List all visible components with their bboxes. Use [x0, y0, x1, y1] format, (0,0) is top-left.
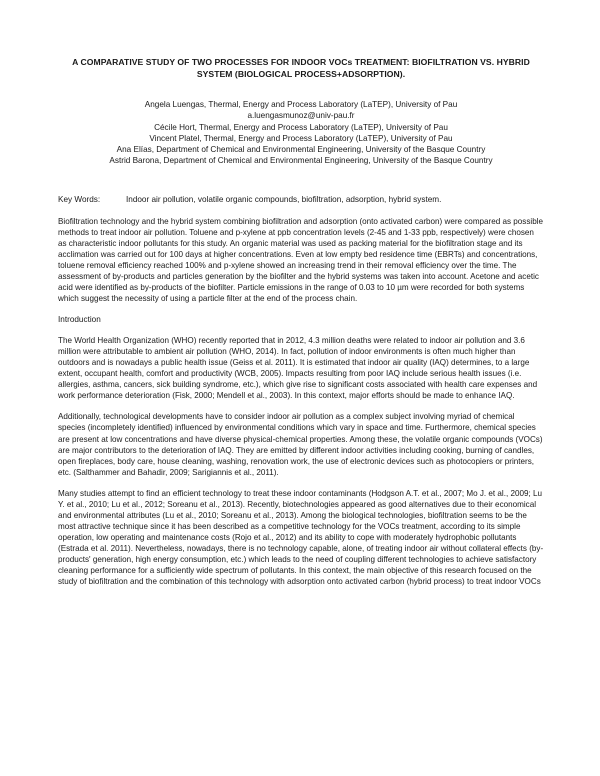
abstract: Biofiltration technology and the hybrid system combining biofiltration and adsorption (onto activated carbon) were compared as possible methods to treat indoor air pollution. Toluene and p-xylene at ppb concentration levels (2-45 and 1-33 ppb, respectively) were chosen as characteristic indoor pollutants for this study. An organic material was used as packing material for the biofiltration stage and its acclimation was carried out for 100 days at higher concentrations. Even at low empty bed residence time (EBRTs) and concentrations, toluene removal efficiency reached 100% and p-xylene showed an increasing trend in their removal efficiency over the time. The assessment of by-products and particles generation by the biofilter and the hybrid systems was taken into account. Acetone and acetic acid were identified as by-products of the biofilter. Particle emissions in the range of 0.03 to 10 µm were recorded for both systems which suggest the necessity of using a particle filter at the end of the process chain.	[58, 216, 543, 304]
paragraph: Additionally, technological developments have to consider indoor air pollution as a complex subject involving myriad of chemical species (incompletely identified) influenced by environmental conditions which vary in space and time. Furthermore, chemical species are present at low concentrations and have diverse physical-chemical properties. Among these, the volatile organic compounds (VOCs) are major contributors to the deterioration of IAQ. They are emitted by different indoor activities including cooking, burning of candles, open fireplaces, body care, house cleaning, washing, renovation work, the use of electronic devices such as photocopiers or printers, etc. (Salthammer and Bahadir, 2009; Sarigiannis et al., 2011).	[58, 412, 543, 477]
author-line: Angela Luengas, Thermal, Energy and Process Laboratory (LaTEP), University of Pau	[144, 100, 458, 109]
paragraph: The World Health Organization (WHO) recently reported that in 2012, 4.3 million deaths were related to indoor air pollution and 3.6 million were attributable to ambient air pollution (WHO, 2014). In fact, pollution of indoor environments is often much higher than outdoors and is nowadays a public health issue (Geiss et al. 2011). It is estimated that indoor air quality (IAQ) determines, to a large extent, occupant health, comfort and productivity (WCB, 2005). Impacts resulting from poor IAQ include serious health issues (i.e. allergies, asthma, cancers, sick building syndrome, etc.), which give rise to significant costs associated with health care expenses and work performance deterioration (Fisk, 2000; Mendell et al., 2003). In this context, major efforts should be made to enhance IAQ.	[58, 336, 538, 401]
author-email: a.luengasmunoz@univ-pau.fr	[247, 111, 355, 121]
author-list	[58, 99, 544, 167]
paper-title: A COMPARATIVE STUDY OF TWO PROCESSES FOR INDOOR VOCs TREATMENT: BIOFILTRATION VS. HYBRID SYSTEM (BIOLOGICAL PROCESS+ADSORPTION).	[72, 57, 530, 79]
document-page	[58, 56, 544, 597]
author-line: Astrid Barona, Department of Chemical and Environmental Engineering, University of the Basque Country	[109, 156, 493, 166]
author-line: Vincent Platel, Thermal, Energy and Process Laboratory (LaTEP), University of Pau	[149, 133, 453, 143]
paragraph: Many studies attempt to find an efficient technology to treat these indoor contaminants (Hodgson A.T. et al., 2007; Mo J. et al., 2009; Lu Y. et al., 2010; Lu et al., 2012; Soreanu et al., 2013). Recently, biotechnologies appeared as good alternatives due to their economical and environmental attributes (Lu et al., 2010; Soreanu et al., 2013). Among the biological technologies, biofiltration seems to be the most attractive technique since it has been described as a competitive technology for the VOCs treatment, according to its simple operation, low operating and maintenance costs (Rojo et al., 2012) and its ability to cope with moderately hydrophobic pollutants (Estrada et al. 2011). Nevertheless, nowadays, there is no technology capable, alone, of treating indoor air without collateral effects (by-products' generation, high energy consumption, etc.) which leads to the need of coupling different technologies to achieve satisfactory cleaning performance for a sufficiently wide spectrum of pollutants. In this context, the main objective of this research focused on the study of biofiltration and the combination of this technology with adsorption onto activated carbon (hybrid process) to treat indoor VOCs	[58, 488, 544, 587]
keywords-label: Key Words:	[58, 194, 101, 204]
keywords-text: Indoor air pollution, volatile organic compounds, biofiltration, adsorption, hybrid system.	[126, 194, 442, 204]
author-line: Cécile Hort, Thermal, Energy and Process Laboratory (LaTEP), University of Pau	[154, 122, 448, 132]
keywords	[58, 194, 544, 205]
author-line: Ana Elías, Department of Chemical and Environmental Engineering, University of the Basque Country	[116, 145, 486, 155]
section-heading: Introduction	[58, 315, 101, 325]
